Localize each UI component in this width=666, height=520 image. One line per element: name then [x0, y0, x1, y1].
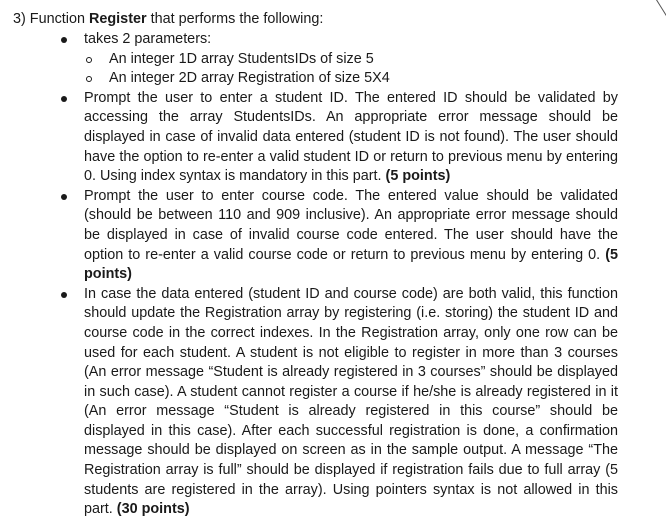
bullet-text: Prompt the user to enter course code. The entered value should be validated (should be between 110 and 909 inclusive). An appropriate error message should be displayed in case of invalid course code entered. The user should have the option to re-enter a valid course code or return to previous menu by entering 0.	[84, 187, 618, 263]
question-heading	[13, 9, 323, 29]
heading-prefix: 3) Function	[13, 11, 89, 27]
bullet-text: Prompt the user to enter a student ID. The entered ID should be validated by accessing the array StudentsIDs. An appropriate error message should be displayed in case of invalid data entered (student ID is not found). The user should have the option to re-enter a valid student ID or return to previous menu by entering 0. Using index syntax is mandatory in this part.	[84, 89, 618, 185]
page-edge-line	[656, 0, 666, 20]
bullet-item-parameters	[0, 30, 618, 50]
hollow-bullet-icon	[86, 57, 92, 63]
hollow-bullet-icon	[86, 76, 92, 82]
sub-bullet-item	[0, 50, 666, 70]
bullet-dot-icon	[61, 37, 67, 43]
bullet-item-student-id	[0, 89, 618, 187]
bullet-text: In case the data entered (student ID and course code) are both valid, this function should update the Registration array by registering (i.e. storing) the student ID and course code in the correct indexes. In the Registration array, only one row can be used for each student. A student is not eligible to register in more than 3 courses (An error message “Student is already registered in 3 courses” should be displayed in such case). A student cannot register a course if he/she is already registered in it (An error message “Student is already registered in this course” should be displayed in this case). After each successful registration is done, a confirmation message should be displayed on screen as in the sample output. A message “The Registration array is full” should be displayed if registration fails due to full array (5 students are registered in the array). Using pointers syntax is not allowed in this part.	[84, 285, 618, 518]
points-label: (5 points)	[84, 246, 618, 283]
bullet-item-course-code	[0, 187, 618, 285]
heading-suffix: that performs the following:	[146, 11, 324, 27]
function-name: Register	[89, 11, 147, 27]
bullet-dot-icon	[61, 96, 67, 102]
points-label: (5 points)	[385, 168, 451, 185]
sub-bullet-text: An integer 2D array Registration of size 5X4	[109, 70, 390, 87]
bullet-dot-icon	[61, 292, 67, 298]
sub-bullet-item	[0, 69, 666, 89]
requirements-list	[0, 30, 666, 520]
bullet-dot-icon	[61, 194, 67, 200]
bullet-item-registration	[0, 285, 618, 520]
sub-bullet-text: An integer 1D array StudentsIDs of size 5	[109, 50, 374, 67]
bullet-text: takes 2 parameters:	[84, 31, 212, 47]
points-label: (30 points)	[116, 501, 190, 518]
